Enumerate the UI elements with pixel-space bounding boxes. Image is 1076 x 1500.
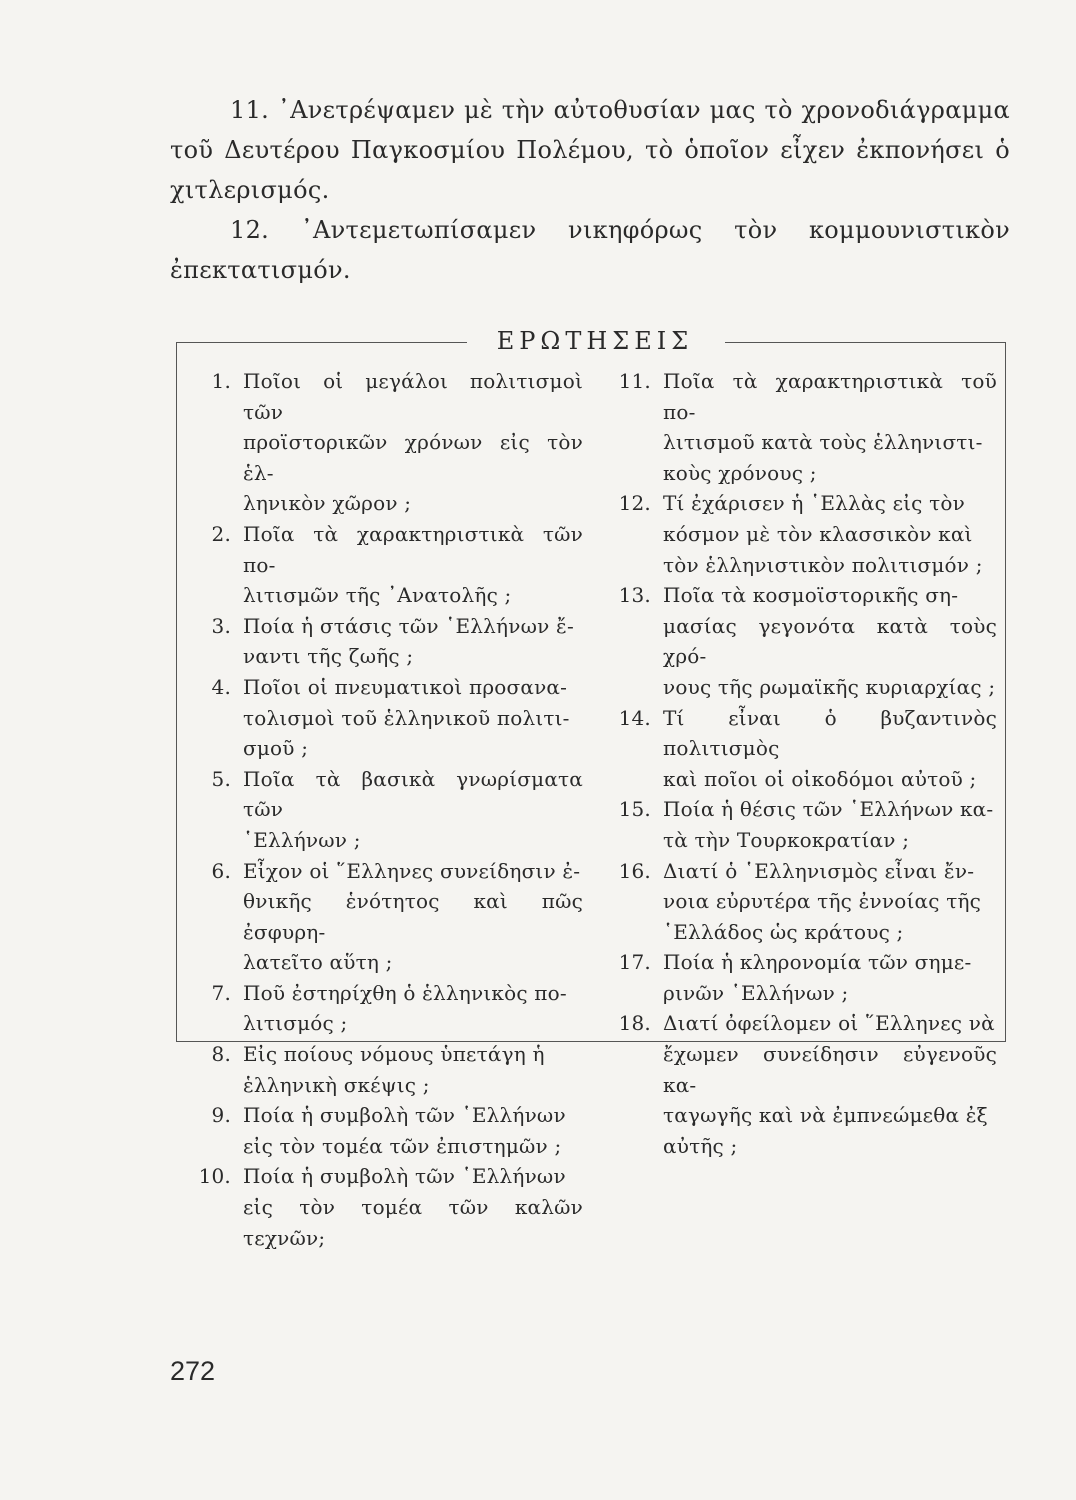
question-item [611, 580, 997, 702]
box-top-border-right [725, 342, 1005, 343]
question-number: 10. [198, 1164, 231, 1189]
question-text: Διατί ὀφείλομεν οἱ ῞Ελληνες νὰ ἔχωμεν συνείδησιν εὐγενοῦς κα- ταγωγῆς καὶ νὰ ἐμπνεώμεθα ἐξ αὐτῆς ; [663, 1011, 997, 1158]
paragraph-12 [170, 210, 1010, 290]
question-item [611, 947, 997, 1008]
question-text: Εἰς ποίους νόμους ὑπετάγη ἡ ἑλληνικὴ σκέψις ; [243, 1042, 545, 1097]
question-text: Ποία ἡ θέσις τῶν ῾Ελλήνων κα- τὰ τὴν Τουρκοκρατίαν ; [663, 797, 994, 852]
question-item [191, 672, 583, 764]
question-number: 14. [618, 705, 651, 730]
question-text: Ποῖοι οἱ μεγάλοι πολιτισμοὶ τῶν προϊστορικῶν χρόνων εἰς τὸν ἑλ- ληνικὸν χῶρον ; [243, 369, 583, 516]
question-number: 5. [211, 766, 231, 791]
question-text: Ποῖα τὰ χαρακτηριστικὰ τῶν πο- λιτισμῶν τῆς ᾿Ανατολῆς ; [243, 521, 583, 608]
question-item [611, 488, 997, 580]
questions-right-column [611, 366, 997, 1161]
questions-title: ΕΡΩΤΗΣΕΙΣ [496, 327, 694, 355]
question-number: 15. [618, 797, 651, 822]
paragraph-11-text: 11. ᾿Ανετρέψαμεν μὲ τὴν αὐτοθυσίαν μας τὸ χρονοδιάγραμμα τοῦ Δευτέρου Παγκοσμίου Πολέμου, τὸ ὁποῖον εἶχεν ἐκπονήσει ὁ χιτλερισμός. [170, 96, 1010, 204]
question-item [611, 703, 997, 795]
question-text: Ποῖα τὰ χαρακτηριστικὰ τοῦ πο- λιτισμοῦ κατὰ τοὺς ἑλληνιστι- κοὺς χρόνους ; [663, 369, 997, 485]
question-item [611, 856, 997, 948]
question-text: Διατί ὁ ῾Ελληνισμὸς εἶναι ἔν- νοια εὐρυτέρα τῆς ἐννοίας τῆς ῾Ελλάδος ὡς κράτους ; [663, 858, 982, 944]
question-item [611, 1008, 997, 1161]
question-number: 16. [618, 858, 651, 883]
questions-left-column [191, 366, 583, 1253]
question-text: Ποῦ ἐστηρίχθη ὁ ἑλληνικὸς πο- λιτισμός ; [243, 980, 567, 1036]
paragraph-11 [170, 90, 1010, 210]
question-number: 7. [211, 980, 231, 1005]
question-item [191, 366, 583, 519]
question-text: Τί εἶναι ὁ βυζαντινὸς πολιτισμὸς καὶ ποῖοι οἱ οἰκοδόμοι αὐτοῦ ; [663, 705, 997, 791]
question-item [191, 1039, 583, 1100]
question-text: Εἶχον οἱ ῞Ελληνες συνείδησιν ἐ- θνικῆς ἑνότητος καὶ πῶς ἐσφυρη- λατεῖτο αὕτη ; [243, 858, 583, 975]
question-item [191, 519, 583, 611]
question-text: Ποία ἡ στάσις τῶν ῾Ελλήνων ἔ- ναντι τῆς ζωῆς ; [243, 613, 574, 669]
questions-box [176, 327, 1006, 1250]
question-text: Ποία ἡ συμβολὴ τῶν ῾Ελλήνων εἰς τὸν τομέα τῶν ἐπιστημῶν ; [243, 1103, 566, 1158]
question-item [191, 1161, 583, 1253]
question-text: Ποῖα τὰ βασικὰ γνωρίσματα τῶν ῾Ελλήνων ; [243, 766, 583, 852]
question-number: 6. [211, 858, 231, 883]
question-item [191, 1100, 583, 1161]
question-text: Τί ἐχάρισεν ἡ ῾Ελλὰς εἰς τὸν κόσμον μὲ τὸν κλασσικὸν καὶ τὸν ἑλληνιστικὸν πολιτισμόν ; [663, 491, 983, 577]
intro-text [170, 90, 1010, 290]
question-item [191, 978, 583, 1039]
question-item [611, 366, 997, 488]
question-number: 11. [618, 369, 651, 393]
question-item [191, 611, 583, 672]
paragraph-12-text: 12. ᾿Αντεμετωπίσαμεν νικηφόρως τὸν κομμουνιστικὸν ἐπεκτατισμόν. [170, 216, 1010, 284]
box-top-border-left [177, 342, 467, 343]
question-text: Ποῖοι οἱ πνευματικοὶ προσανα- τολισμοὶ τοῦ ἑλληνικοῦ πολιτι- σμοῦ ; [243, 674, 570, 761]
page-number: 272 [170, 1356, 216, 1386]
question-number: 3. [211, 613, 231, 638]
question-item [611, 794, 997, 855]
question-number: 17. [618, 950, 651, 975]
question-number: 13. [618, 583, 651, 608]
question-number: 18. [618, 1011, 651, 1036]
question-item [191, 856, 583, 978]
question-number: 1. [211, 369, 231, 393]
question-number: 9. [211, 1103, 231, 1128]
question-text: Ποία ἡ κληρονομία τῶν σημε- ρινῶν ῾Ελλήνων ; [663, 950, 972, 1005]
question-text: Ποία ἡ συμβολὴ τῶν ῾Ελλήνων εἰς τὸν τομέα τῶν καλῶν τεχνῶν; [243, 1164, 583, 1250]
question-text: Ποῖα τὰ κοσμοϊστορικῆς ση- μασίας γεγονότα κατὰ τοὺς χρό- νους τῆς ρωμαϊκῆς κυριαρχίας ; [663, 583, 997, 699]
question-number: 4. [211, 674, 231, 699]
question-number: 8. [211, 1042, 231, 1067]
question-number: 2. [211, 521, 231, 546]
question-item [191, 764, 583, 856]
question-number: 12. [618, 491, 651, 516]
